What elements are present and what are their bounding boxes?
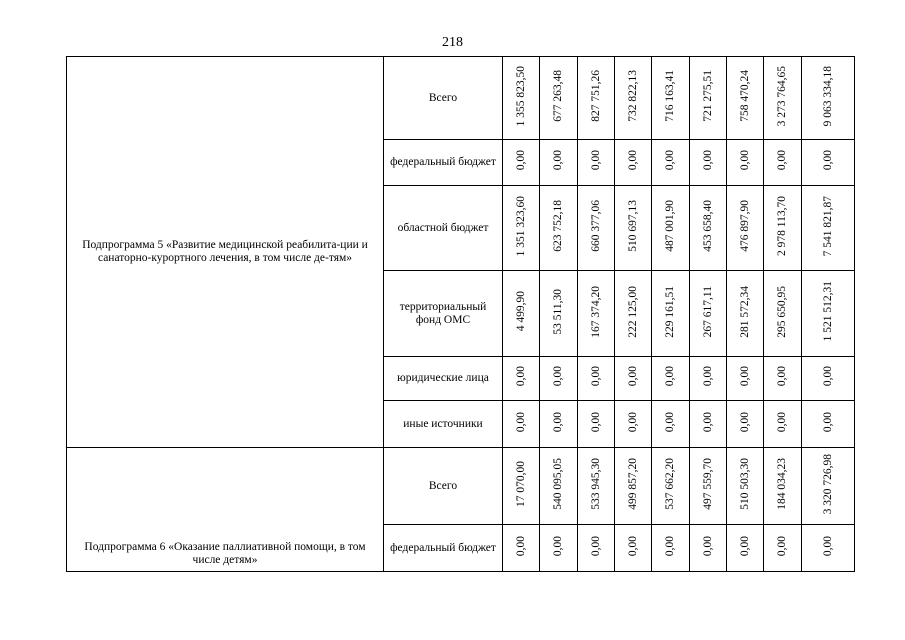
value-cell — [727, 57, 764, 140]
value-text: 1 355 823,50 — [514, 65, 527, 127]
value-cell — [690, 448, 727, 525]
value-text: 17 070,00 — [514, 461, 527, 507]
value-cell — [802, 186, 855, 271]
value-text: 0,00 — [738, 535, 751, 557]
value-text: 0,00 — [589, 366, 602, 387]
value-cell — [764, 186, 802, 271]
value-text: 0,00 — [776, 411, 788, 433]
value-cell — [652, 140, 690, 186]
funding-source: Всего — [384, 448, 503, 525]
value-text: 510 503,30 — [738, 458, 751, 510]
value-cell — [615, 525, 652, 572]
value-text: 827 751,26 — [589, 70, 602, 122]
value-text: 184 034,23 — [776, 458, 788, 510]
value-cell — [578, 271, 615, 357]
value-text: 0,00 — [821, 150, 834, 171]
value-cell — [802, 140, 855, 186]
value-text: 4 499,90 — [514, 291, 527, 332]
value-cell — [652, 271, 690, 357]
value-cell — [578, 357, 615, 401]
value-text: 3 320 726,98 — [821, 453, 834, 515]
value-text: 0,00 — [552, 411, 564, 433]
table-row — [67, 448, 855, 525]
value-cell — [764, 401, 802, 448]
funding-source: Всего — [384, 57, 503, 140]
value-text: 0,00 — [514, 535, 527, 557]
value-cell — [802, 448, 855, 525]
value-text: 0,00 — [776, 150, 788, 171]
value-cell — [503, 57, 540, 140]
value-cell — [727, 401, 764, 448]
value-text: 716 163,41 — [664, 70, 676, 122]
value-cell — [652, 401, 690, 448]
funding-source: федеральный бюджет — [384, 140, 503, 186]
page-number: 218 — [442, 35, 463, 50]
value-cell — [690, 271, 727, 357]
value-text: 0,00 — [552, 366, 564, 387]
value-cell — [652, 186, 690, 271]
value-cell — [690, 357, 727, 401]
value-cell — [578, 525, 615, 572]
funding-source: федеральный бюджет — [384, 525, 503, 572]
value-cell — [503, 186, 540, 271]
value-cell — [764, 357, 802, 401]
subprogram-title: Подпрограмма 6 «Оказание паллиативной помощи, в том числе детям» — [67, 448, 384, 572]
value-text: 0,00 — [664, 535, 676, 557]
value-cell — [540, 140, 578, 186]
value-cell — [690, 401, 727, 448]
value-text: 540 095,05 — [552, 458, 564, 510]
value-text: 0,00 — [738, 150, 751, 171]
value-text: 281 572,34 — [738, 285, 751, 338]
value-cell — [540, 186, 578, 271]
value-cell — [652, 448, 690, 525]
value-cell — [802, 271, 855, 357]
value-text: 0,00 — [626, 411, 639, 433]
value-text: 0,00 — [776, 366, 788, 387]
value-text: 0,00 — [738, 366, 751, 387]
value-text: 0,00 — [626, 535, 639, 557]
value-text: 721 275,51 — [701, 70, 714, 122]
value-cell — [578, 448, 615, 525]
value-text: 0,00 — [701, 535, 714, 557]
funding-source: иные источники — [384, 401, 503, 448]
value-cell — [727, 357, 764, 401]
value-text: 0,00 — [664, 411, 676, 433]
value-cell — [540, 448, 578, 525]
value-text: 3 273 764,65 — [776, 65, 788, 127]
value-text: 0,00 — [701, 366, 714, 387]
value-cell — [802, 525, 855, 572]
value-text: 0,00 — [514, 366, 527, 387]
value-cell — [540, 271, 578, 357]
value-text: 0,00 — [821, 411, 834, 433]
value-text: 1 351 323,60 — [514, 195, 527, 257]
value-text: 295 650,95 — [776, 285, 788, 338]
table-row — [67, 57, 855, 140]
value-text: 660 377,06 — [589, 200, 602, 252]
value-cell — [578, 186, 615, 271]
value-text: 533 945,30 — [589, 458, 602, 510]
value-text: 497 559,70 — [701, 458, 714, 510]
value-cell — [578, 140, 615, 186]
value-cell — [802, 357, 855, 401]
value-cell — [540, 57, 578, 140]
value-text: 53 511,30 — [552, 288, 564, 335]
value-text: 0,00 — [664, 150, 676, 171]
value-text: 0,00 — [738, 411, 751, 433]
value-cell — [503, 448, 540, 525]
value-cell — [615, 57, 652, 140]
value-text: 1 521 512,31 — [821, 281, 834, 342]
value-cell — [727, 140, 764, 186]
value-cell — [503, 401, 540, 448]
value-cell — [652, 57, 690, 140]
value-text: 510 697,13 — [626, 200, 639, 252]
subprogram-title: Подпрограмма 5 «Развитие медицинской реабилита-ции и санаторно-курортного лечения, в том числе де-тям» — [67, 57, 384, 448]
value-text: 476 897,90 — [738, 200, 751, 252]
value-cell — [727, 448, 764, 525]
value-text: 0,00 — [552, 150, 564, 171]
value-cell — [615, 186, 652, 271]
value-text: 453 658,40 — [701, 200, 714, 252]
value-cell — [690, 57, 727, 140]
value-text: 0,00 — [664, 366, 676, 387]
value-text: 0,00 — [589, 535, 602, 557]
value-cell — [540, 401, 578, 448]
value-cell — [503, 357, 540, 401]
value-text: 222 125,00 — [626, 285, 639, 338]
value-text: 2 978 113,70 — [776, 196, 788, 256]
value-cell — [690, 186, 727, 271]
value-text: 0,00 — [821, 366, 834, 387]
value-cell — [652, 357, 690, 401]
value-cell — [802, 401, 855, 448]
value-cell — [764, 525, 802, 572]
value-cell — [727, 525, 764, 572]
value-text: 623 752,18 — [552, 200, 564, 252]
value-text: 9 063 334,18 — [821, 65, 834, 127]
value-cell — [615, 271, 652, 357]
value-text: 0,00 — [589, 150, 602, 171]
value-text: 758 470,24 — [738, 70, 751, 122]
value-text: 0,00 — [626, 366, 639, 387]
value-text: 0,00 — [514, 150, 527, 171]
value-cell — [690, 525, 727, 572]
value-text: 487 001,90 — [664, 200, 676, 252]
value-cell — [503, 525, 540, 572]
value-cell — [578, 57, 615, 140]
value-text: 229 161,51 — [664, 285, 676, 338]
value-cell — [802, 57, 855, 140]
value-text: 167 374,20 — [589, 285, 602, 338]
value-cell — [503, 271, 540, 357]
value-text: 537 662,20 — [664, 458, 676, 510]
value-cell — [615, 448, 652, 525]
value-text: 0,00 — [701, 150, 714, 171]
value-cell — [615, 140, 652, 186]
value-text: 0,00 — [514, 411, 527, 433]
value-cell — [727, 186, 764, 271]
value-text: 0,00 — [626, 150, 639, 171]
value-cell — [764, 57, 802, 140]
value-cell — [503, 140, 540, 186]
value-cell — [615, 357, 652, 401]
value-cell — [764, 271, 802, 357]
value-text: 0,00 — [552, 535, 564, 557]
value-cell — [578, 401, 615, 448]
value-text: 499 857,20 — [626, 458, 639, 510]
value-cell — [540, 525, 578, 572]
funding-source: юридические лица — [384, 357, 503, 401]
value-cell — [690, 140, 727, 186]
funding-table — [66, 56, 855, 572]
value-cell — [652, 525, 690, 572]
value-text: 0,00 — [821, 535, 834, 557]
value-text: 7 541 821,87 — [821, 195, 834, 257]
funding-source: областной бюджет — [384, 186, 503, 271]
value-cell — [615, 401, 652, 448]
value-cell — [540, 357, 578, 401]
value-cell — [764, 448, 802, 525]
value-cell — [727, 271, 764, 357]
value-text: 0,00 — [701, 411, 714, 433]
value-text: 732 822,13 — [626, 70, 639, 122]
value-cell — [764, 140, 802, 186]
value-text: 267 617,11 — [701, 285, 714, 338]
value-text: 677 263,48 — [552, 70, 564, 122]
value-text: 0,00 — [776, 535, 788, 557]
funding-source: территориальный фонд ОМС — [384, 271, 503, 357]
value-text: 0,00 — [589, 411, 602, 433]
